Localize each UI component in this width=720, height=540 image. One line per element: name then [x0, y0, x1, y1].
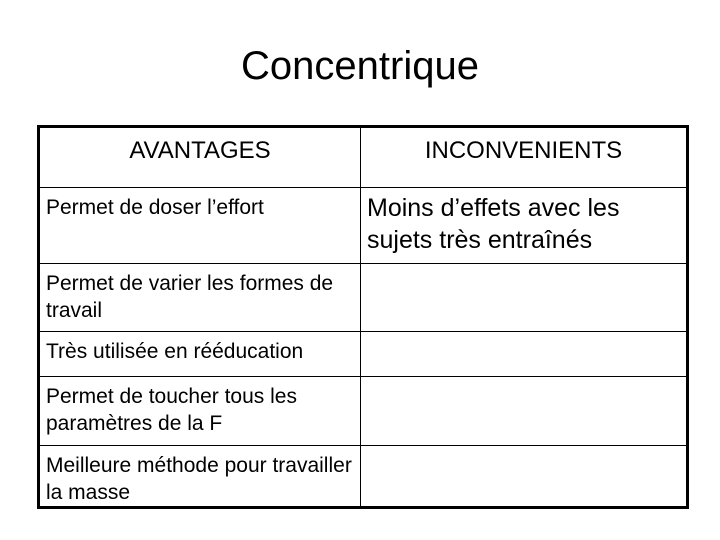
header-row — [39, 127, 688, 188]
avantage-cell: Permet de doser l’effort — [39, 188, 361, 264]
header-avantages: AVANTAGES — [39, 127, 361, 188]
table-row — [39, 446, 688, 508]
table-row — [39, 332, 688, 377]
avantage-cell: Meilleure méthode pour travailler la masse — [39, 446, 361, 508]
table-row — [39, 377, 688, 446]
inconvenient-cell — [361, 446, 688, 508]
inconvenient-cell — [361, 332, 688, 377]
inconvenient-cell — [361, 377, 688, 446]
inconvenient-cell: Moins d’effets avec les sujets très entraînés — [361, 188, 688, 264]
avantage-cell: Permet de varier les formes de travail — [39, 264, 361, 332]
table-row — [39, 264, 688, 332]
table-row — [39, 188, 688, 264]
pros-cons-table — [37, 125, 689, 509]
inconvenient-cell — [361, 264, 688, 332]
header-inconvenients: INCONVENIENTS — [361, 127, 688, 188]
avantage-cell: Très utilisée en rééducation — [39, 332, 361, 377]
slide-title: Concentrique — [241, 44, 479, 88]
avantage-cell: Permet de toucher tous les paramètres de la F — [39, 377, 361, 446]
